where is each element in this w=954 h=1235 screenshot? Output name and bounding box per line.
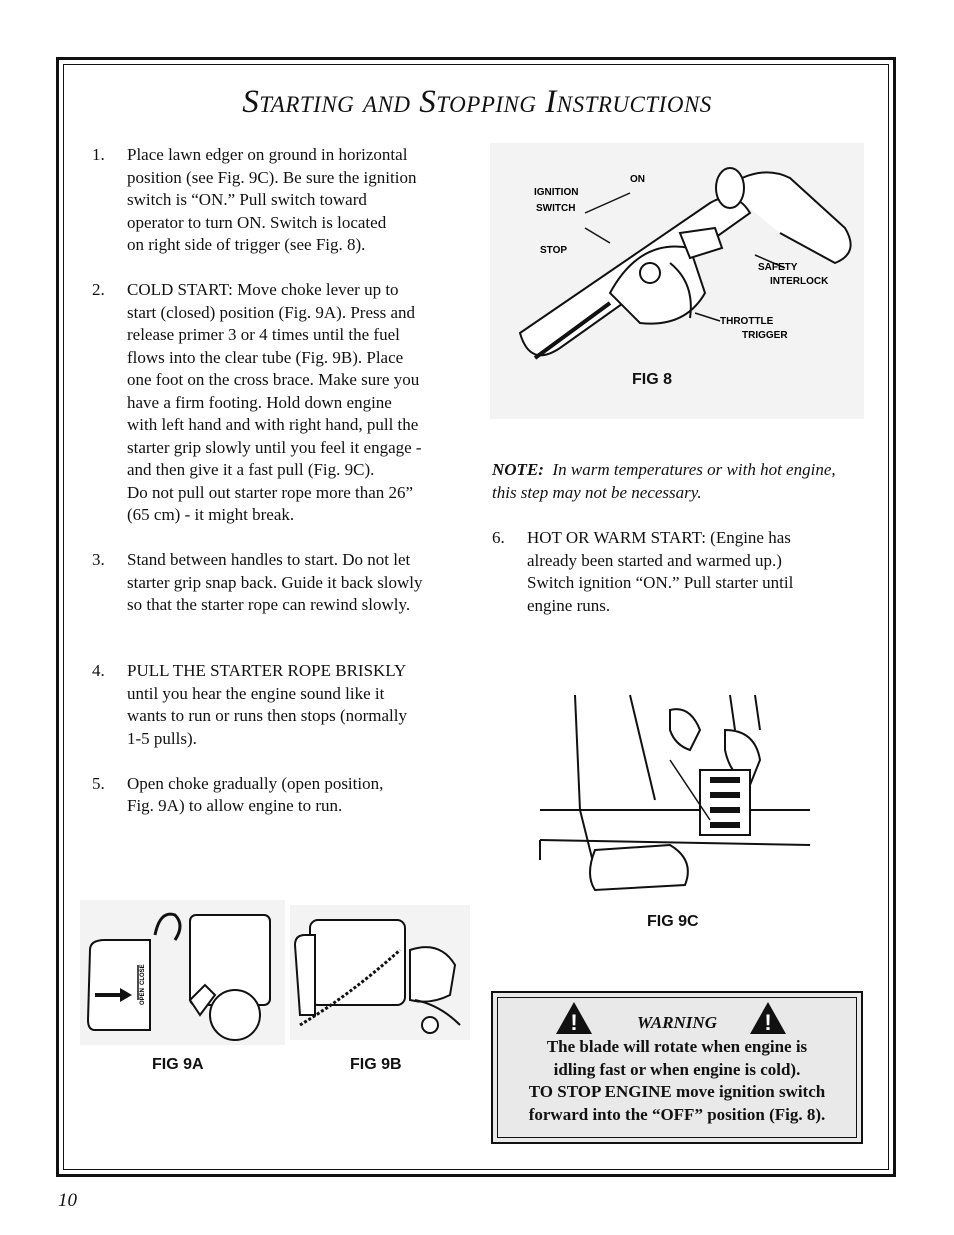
figure-9b-primer	[290, 905, 470, 1040]
callout-stop: STOP	[540, 245, 568, 256]
step-number: 3.	[92, 550, 105, 569]
step-text: Open choke gradually (open position, Fig. 9A) to allow engine to run.	[127, 773, 384, 815]
step-text: PULL THE STARTER ROPE BRISKLY until you hear the engine sound like it wants to run or runs then stops (normally 1-5 pulls).	[127, 661, 407, 748]
instruction-list-right	[492, 527, 852, 617]
step-number: 5.	[92, 773, 105, 793]
callout-throttle: THROTTLE	[720, 316, 774, 327]
fig8-illustration	[490, 143, 864, 419]
step-number: 2.	[92, 280, 105, 299]
instruction-step	[92, 773, 472, 818]
fig8-label: FIG 8	[632, 371, 673, 388]
fig9c-label: FIG 9C	[647, 913, 699, 930]
fig9c-illustration	[520, 690, 820, 905]
callout-safety: SAFETY	[758, 262, 798, 273]
step-text: HOT OR WARM START: (Engine has already been started and warmed up.) Switch ignition “ON.” Pull starter until engine runs.	[527, 528, 794, 615]
callout-interlock: INTERLOCK	[770, 276, 829, 287]
warning-text: The blade will rotate when engine is idling fast or when engine is cold). TO STOP ENGINE move ignition switch forward into the “OFF” position (Fig. 8).	[528, 1037, 826, 1124]
callout-ignition: IGNITION	[534, 187, 579, 198]
step-text: Stand between handles to start. Do not let starter grip snap back. Guide it back slowly so that the starter rope can rewind slowly.	[127, 550, 423, 614]
callout-on: ON	[630, 174, 645, 185]
step-text: COLD START: Move choke lever up to start (closed) position (Fig. 9A). Press and release primer 3 or 4 times until the fuel flows into the clear tube (Fig. 9B). Place one foot on the cross brace. Make sure you have a firm footing. Hold down engine with left hand and with right hand, pull the starter grip slowly until you feel it engage - and then give it a fast pull (Fig. 9C). Do not pull out starter rope more than 26” (65 cm) - it might break.	[127, 280, 422, 524]
note-label: NOTE:	[492, 460, 544, 479]
fig9a-label: FIG 9A	[152, 1056, 204, 1073]
note	[492, 459, 842, 504]
warning-mark: !	[764, 1010, 772, 1035]
figure-9a-choke-lever	[80, 900, 285, 1045]
callout-trigger: TRIGGER	[742, 330, 788, 341]
callout-switch: SWITCH	[536, 203, 576, 214]
warning-title: WARNING	[637, 1013, 717, 1032]
figure-9c-starting-position	[520, 690, 820, 905]
step-number: 6.	[492, 528, 505, 547]
note-text: In warm temperatures or with hot engine, this step may not be necessary.	[492, 460, 836, 502]
instruction-step	[92, 660, 472, 750]
figure-8-ignition-switch	[490, 143, 864, 419]
step-text: Place lawn edger on ground in horizontal position (see Fig. 9C). Be sure the ignition switch is “ON.” Pull switch toward operator to turn ON. Switch is located on right side of trigger (see Fig. 8).	[127, 145, 417, 254]
instruction-step	[92, 279, 472, 527]
instruction-step	[92, 549, 472, 617]
fig9b-label: FIG 9B	[350, 1056, 402, 1073]
fig9b-illustration	[290, 905, 470, 1040]
instruction-list-bottom	[92, 660, 472, 818]
warning-box	[491, 991, 863, 1144]
choke-open-label: OPEN	[140, 987, 146, 1005]
fig9a-illustration	[80, 900, 285, 1045]
instruction-list-top	[92, 144, 472, 617]
choke-close-label: CLOSE	[140, 964, 146, 985]
warning-mark: !	[570, 1010, 578, 1035]
step-number: 1.	[92, 145, 105, 164]
page-number: 10	[58, 1190, 77, 1211]
instruction-step	[492, 527, 852, 617]
page-title: Starting and Stopping Instructions	[242, 84, 712, 120]
step-number: 4.	[92, 661, 105, 680]
instruction-step	[92, 144, 472, 257]
